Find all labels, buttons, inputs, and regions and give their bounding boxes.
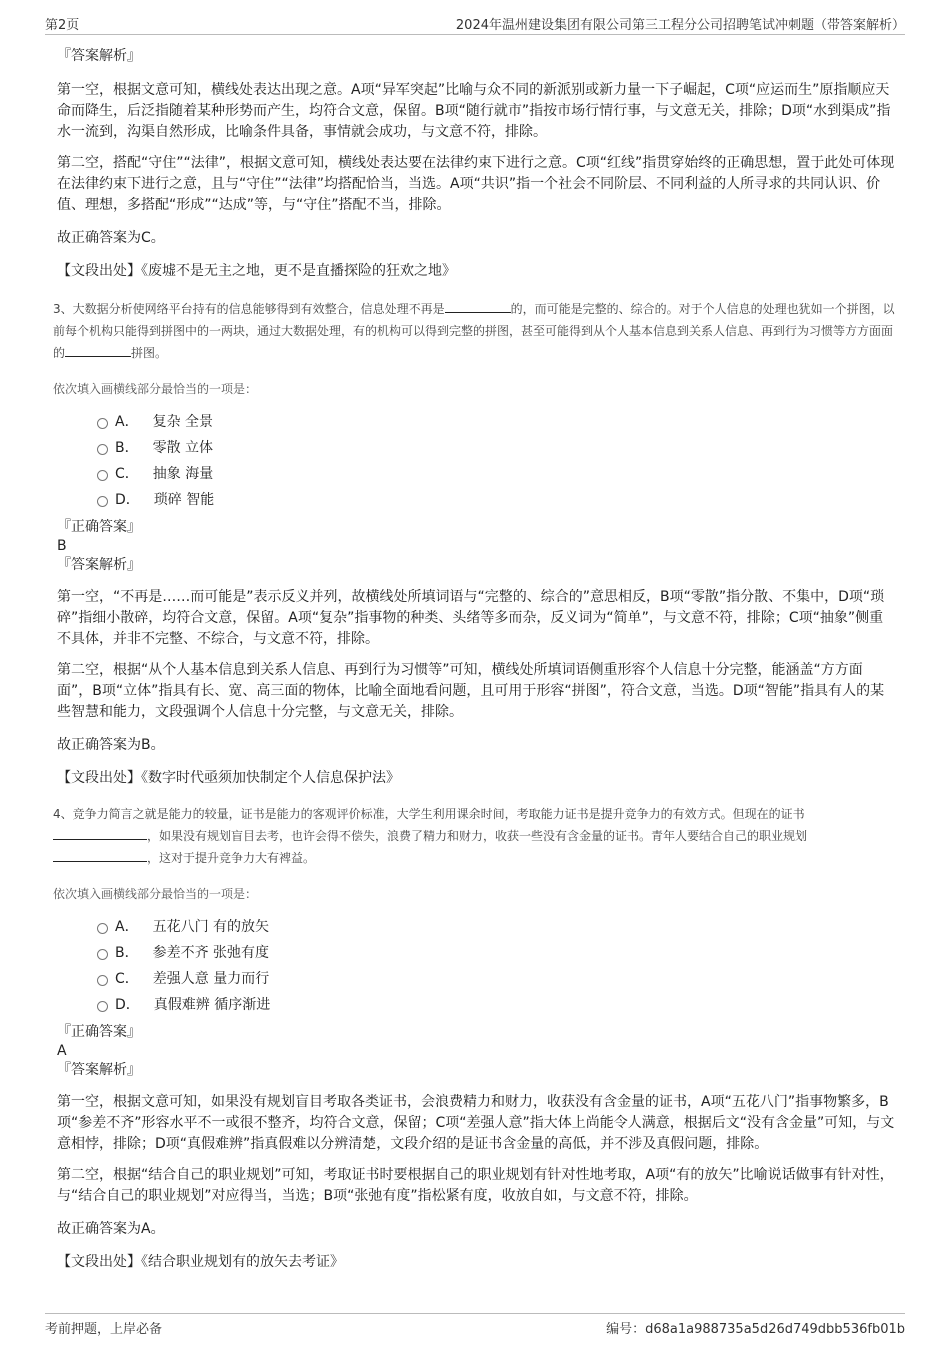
radio-icon[interactable] <box>97 949 108 960</box>
radio-icon[interactable] <box>97 975 108 986</box>
analysis-paragraph: 第二空，根据“从个人基本信息到关系人信息、再到行为习惯等”可知，横线处所填词语侧重形容个人信息十分完整，能涵盖“方方面面”，B项“立体”指具有长、宽、高三面的物体，比喻全面地看问题，且可用于形容“拼图”，符合文意，当选。D项“智能”指具有人的某些智慧和能力，文段强调个人信息十分完整，与文意无关，排除。 <box>57 662 885 720</box>
radio-icon[interactable] <box>97 418 108 429</box>
option-c[interactable]: C． 抽象 海量 <box>57 461 897 487</box>
analysis-label: 『答案解析』 <box>57 557 141 573</box>
document-title: 2024年温州建设集团有限公司第三工程分公司招聘笔试冲刺题（带答案解析） <box>455 18 905 33</box>
question-4-text: 4、竞争力简言之就是能力的较量，证书是能力的客观评价标准，大学生利用课余时间，考取能力证书是提升竞争力的有效方式。但现在的证书，如果没有规划盲目去考，也许会得不偿失，浪费了精力和财力，收获一些没有含金量的证书。青年人要结合自己的职业规划，这对于提升竞争力大有裨益。 <box>53 807 808 865</box>
question-instruction: 依次填入画横线部分最恰当的一项是： <box>53 887 258 901</box>
radio-icon[interactable] <box>97 470 108 481</box>
radio-icon[interactable] <box>97 923 108 934</box>
analysis-paragraph: 第一空，根据文意可知，如果没有规划盲目考取各类证书，会浪费精力和财力，收获没有含金量的证书，A项“五花八门”指事物繁多，B项“参差不齐”形容水平不一或很不整齐，均符合文意，保留；C项“差强人意”指大体上尚能令人满意，根据后文“没有含金量”可知，与文意相悖，排除；D项“真假难辨”指真假难以分辨清楚，文段介绍的是证书含金量的高低，并不涉及真假问题，排除。 <box>57 1094 895 1152</box>
correct-answer-label: 『正确答案』 <box>57 519 141 535</box>
source: 【文段出处】《结合职业规划有的放矢去考证》 <box>57 1254 344 1270</box>
analysis-paragraph: 第二空，根据“结合自己的职业规划”可知，考取证书时要根据自己的职业规划有针对性地考取，A项“有的放矢”比喻说话做事有针对性，与“结合自己的职业规划”对应得当，当选；B项“张弛有度”指松紧有度，收放自如，与文意不符，排除。 <box>57 1167 894 1204</box>
option-b[interactable]: B． 零散 立体 <box>57 435 897 461</box>
analysis-label: 『答案解析』 <box>57 1062 141 1078</box>
option-d[interactable]: D． 真假难辨 循序渐进 <box>57 992 897 1018</box>
source: 【文段出处】《废墟不是无主之地，更不是直播探险的狂欢之地》 <box>57 263 456 279</box>
question-3-text: 3、大数据分析使网络平台持有的信息能够得到有效整合，信息处理不再是 的，而可能是完整的、综合的。对于个人信息的处理也犹如一个拼图，以前每个机构只能得到拼图中的一两块，通过大数据处理，有的机构可以得到完整的拼图，甚至可能得到从个人基本信息到关系人信息、再到行为习惯等方方面面的 拼图。 <box>53 302 895 360</box>
page-footer <box>45 1313 905 1337</box>
source: 【文段出处】《数字时代亟须加快制定个人信息保护法》 <box>57 770 400 786</box>
correct-answer: A <box>57 1043 67 1059</box>
conclusion: 故正确答案为A。 <box>57 1221 165 1237</box>
analysis-paragraph: 第二空，搭配“守住”“法律”，根据文意可知，横线处表达要在法律约束下进行之意。C项“红线”指贯穿始终的正确思想，置于此处可体现在法律约束下进行之意，且与“守住”“法律”均搭配恰当，当选。A项“共识”指一个社会不同阶层、不同利益的人所寻求的共同认识、价值、理想，多搭配“形成”“达成”等，与“守住”搭配不当，排除。 <box>57 155 895 213</box>
radio-icon[interactable] <box>97 496 108 507</box>
analysis-label: 『答案解析』 <box>57 48 141 64</box>
radio-icon[interactable] <box>97 1001 108 1012</box>
conclusion: 故正确答案为B。 <box>57 737 165 753</box>
analysis-paragraph: 第一空，“不再是……而可能是”表示反义并列，故横线处所填词语与“完整的、综合的”意思相反，B项“零散”指分散、不集中，D项“琐碎”指细小散碎，均符合文意，保留。A项“复杂”指事物的种类、头绪等多而杂，反义词为“简单”，与文意不符，排除；C项“抽象”侧重不具体，并非不完整、不综合，与文意不符，排除。 <box>57 589 885 647</box>
option-a[interactable]: A． 五花八门 有的放矢 <box>57 914 897 940</box>
correct-answer-label: 『正确答案』 <box>57 1024 141 1040</box>
document-code: 编号：d68a1a988735a5d26d749dbb536fb01b <box>606 1322 905 1337</box>
conclusion: 故正确答案为C。 <box>57 230 165 246</box>
option-c[interactable]: C． 差强人意 量力而行 <box>57 966 897 992</box>
page-header <box>45 12 905 35</box>
correct-answer: B <box>57 538 67 554</box>
page-number: 第2页 <box>45 18 80 33</box>
radio-icon[interactable] <box>97 444 108 455</box>
analysis-paragraph: 第一空，根据文意可知，横线处表达出现之意。A项“异军突起”比喻与众不同的新派别或新力量一下子崛起，C项“应运而生”原指顺应天命而降生，后泛指随着某种形势而产生，均符合文意，保留。B项“随行就市”指按市场行情行事，与文意无关，排除；D项“水到渠成”指水一流到，沟渠自然形成，比喻条件具备，事情就会成功，与文意不符，排除。 <box>57 82 891 140</box>
option-d[interactable]: D． 琐碎 智能 <box>57 487 897 513</box>
footer-slogan: 考前押题，上岸必备 <box>45 1322 163 1337</box>
question-4-options <box>57 914 897 1018</box>
question-instruction: 依次填入画横线部分最恰当的一项是： <box>53 382 258 396</box>
option-b[interactable]: B． 参差不齐 张弛有度 <box>57 940 897 966</box>
option-a[interactable]: A． 复杂 全景 <box>57 409 897 435</box>
question-3-options <box>57 409 897 513</box>
document-body <box>53 46 897 1273</box>
